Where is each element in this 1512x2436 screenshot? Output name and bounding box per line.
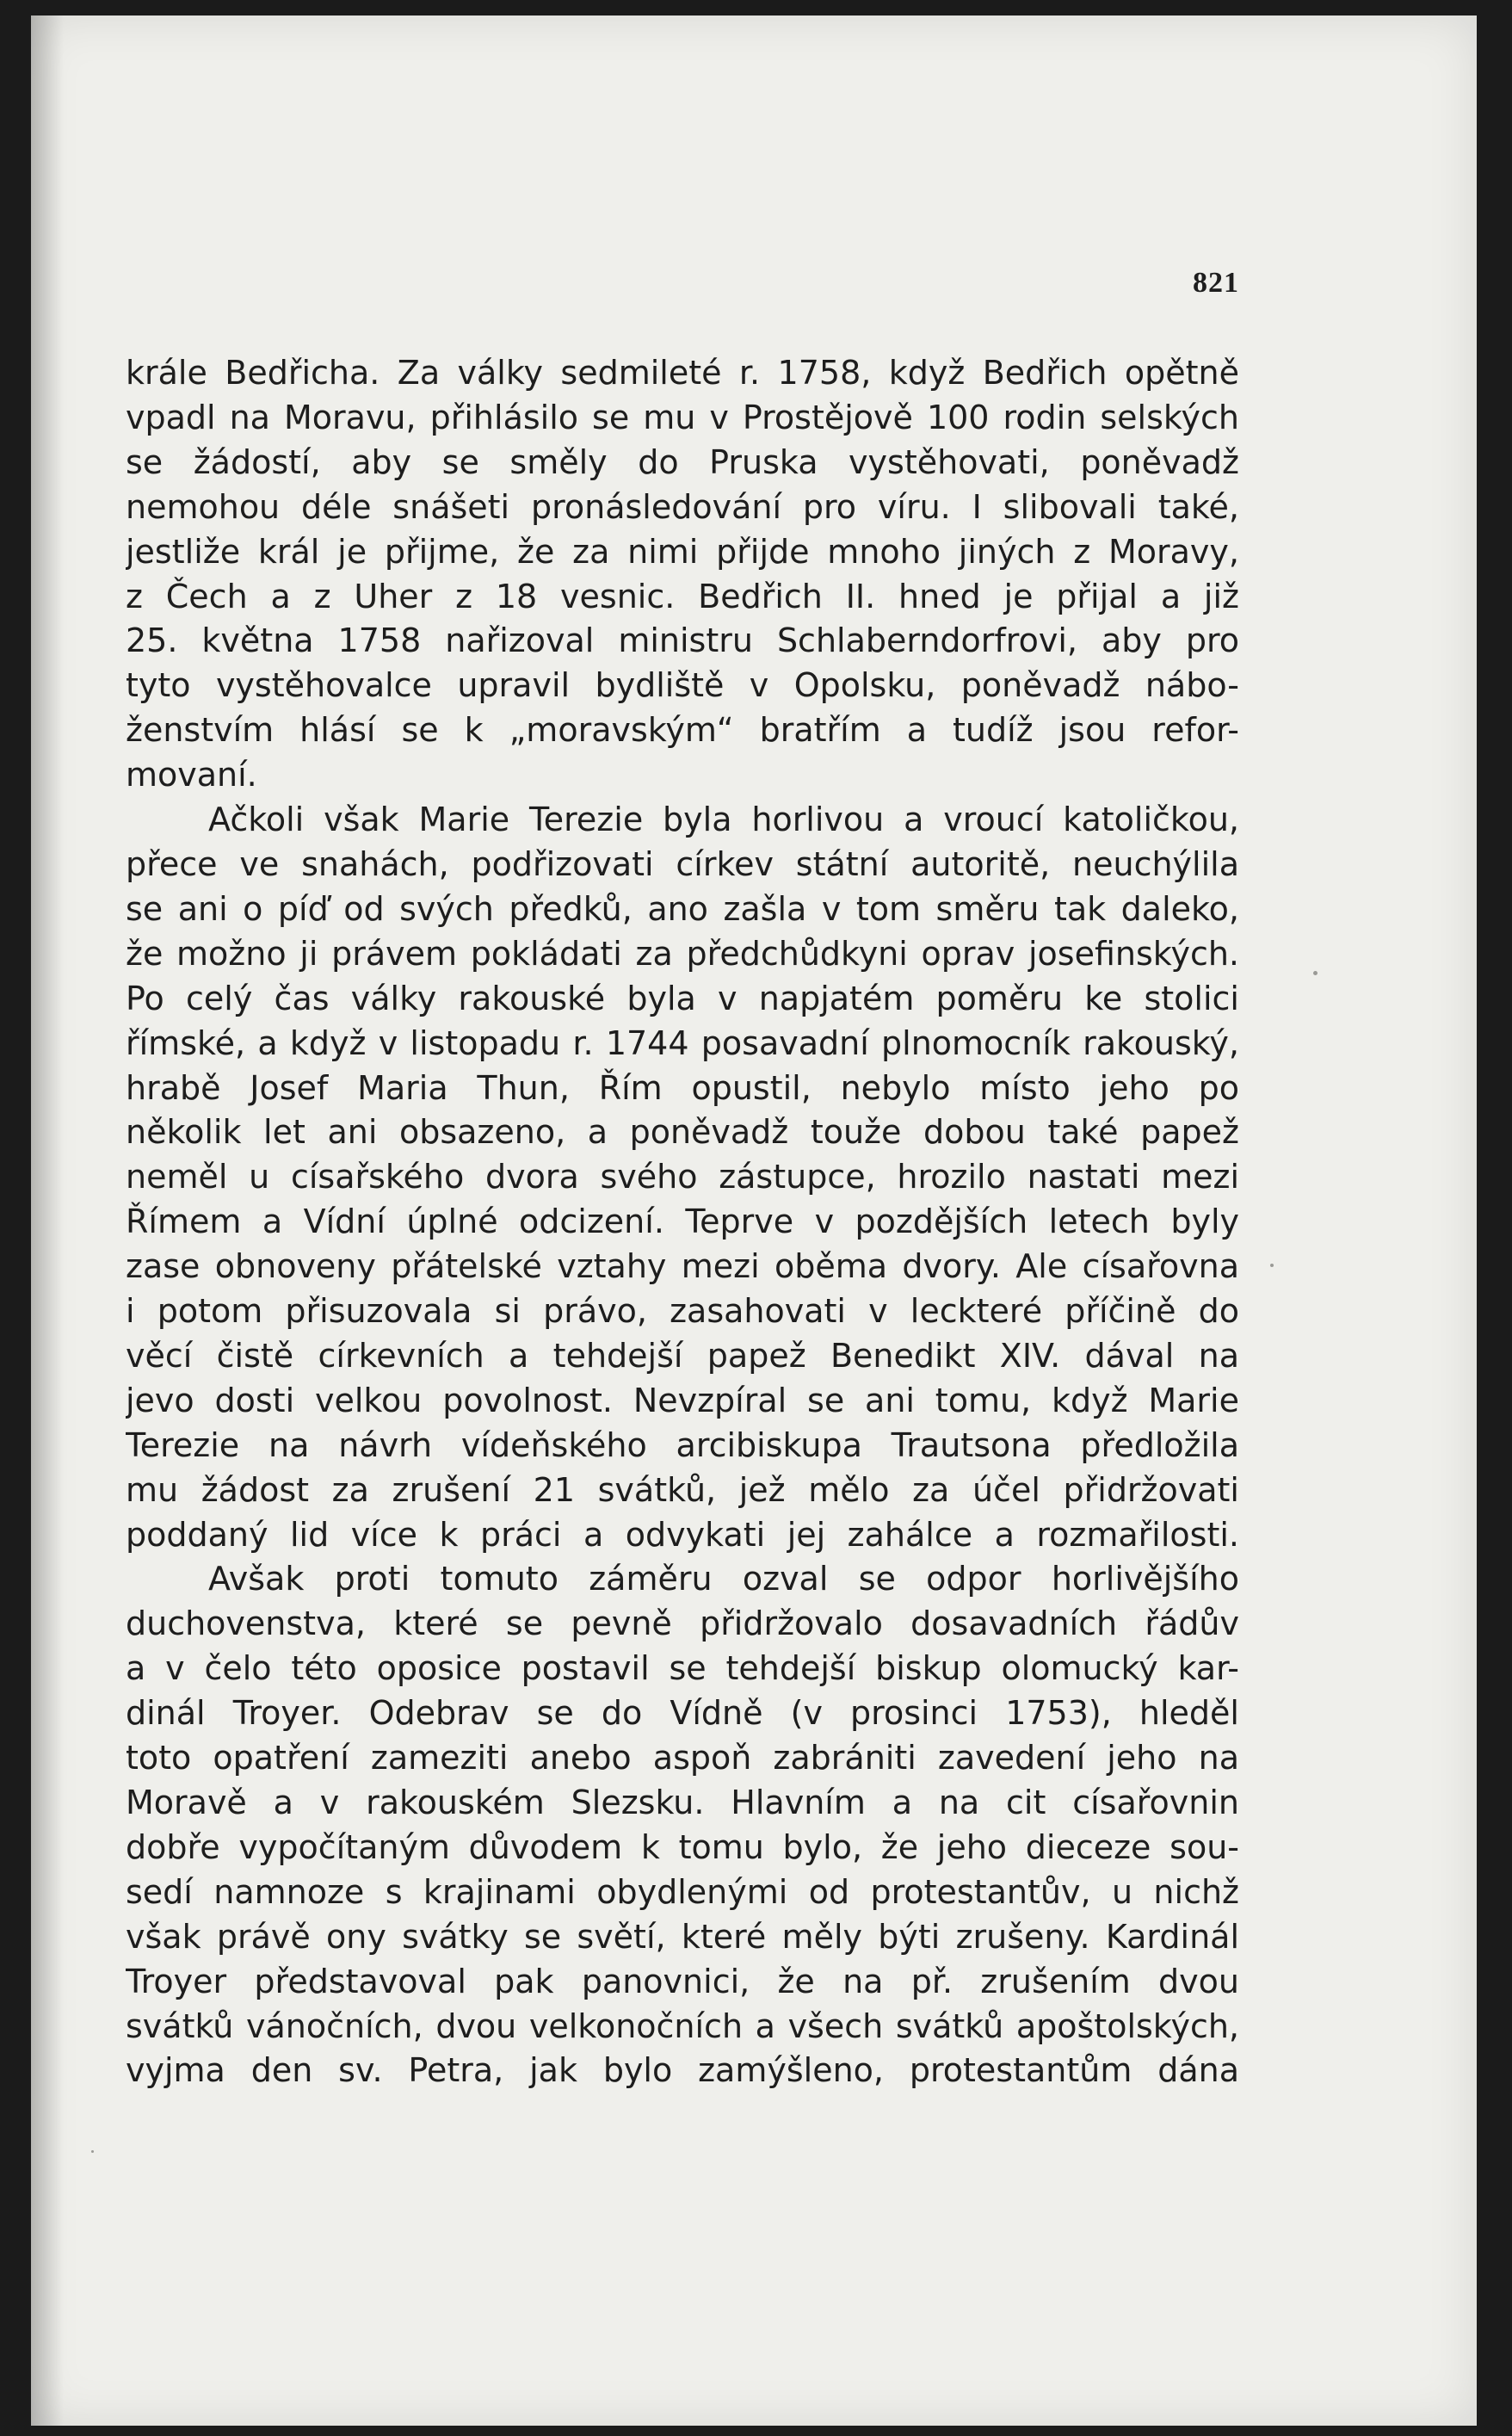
text-line: movaní. [126,756,257,794]
text-line: sedí namnoze s krajinami obydlenými od protestantův, u nichž [126,1872,1239,1911]
page-number: 821 [1193,267,1239,299]
text-line: Moravě a v rakouském Slezsku. Hlavním a na cit císařovnin [126,1784,1239,1821]
text-line: věcí čistě církevních a tehdejší papež Benedikt XIV. dával na [126,1336,1239,1375]
text-line: zase obnoveny přátelské vztahy mezi oběma dvory. Ale císařovna [126,1247,1239,1286]
text-line: Římem a Vídní úplné odcizení. Teprve v pozdějších letech byly [126,1203,1239,1241]
text-line: jestliže král je přijme, že za nimi přijde mnoho jiných z Moravy, [126,532,1239,571]
text-line: mu žádost za zrušení 21 svátků, jež mělo za účel přidržovati [126,1470,1239,1509]
text-line: dinál Troyer. Odebrav se do Vídně (v prosinci 1753), hleděl [126,1694,1239,1733]
scan-speck [1313,971,1318,975]
paragraph-1 [126,351,1239,798]
text-line: i potom přisuzovala si právo, zasahovati v leckteré příčině do [126,1292,1239,1331]
text-line: však právě ony svátky se světí, které měly býti zrušeny. Kardinál [126,1917,1239,1956]
paragraph-3 [126,1557,1239,2093]
text-line: se ani o píď od svých předků, ano zašla v tom směru tak daleko, [126,889,1239,928]
text-line: z Čech a z Uher z 18 vesnic. Bedřich II. hned je přijal a již [126,577,1239,615]
text-line: Terezie na návrh vídeňského arcibiskupa Trautsona předložila [126,1425,1239,1464]
body-text [126,351,1239,2093]
text-line: ženstvím hlásí se k „moravským“ bratřím a tudíž jsou refor- [126,711,1239,750]
text-line: několik let ani obsazeno, a poněvadž touže dobou také papež [126,1113,1239,1152]
text-line: dobře vypočítaným důvodem k tomu bylo, že jeho dieceze sou- [126,1827,1239,1866]
text-line: římské, a když v listopadu r. 1744 posavadní plnomocník rakouský, [126,1023,1239,1062]
text-line: neměl u císařského dvora svého zástupce, hrozilo nastati mezi [126,1158,1239,1196]
scan-speck [1270,1264,1274,1267]
text-line: Ačkoli však Marie Terezie byla horlivou a vroucí katoličkou, [208,801,1239,839]
text-line: vyjma den sv. Petra, jak bylo zamýšleno, protestantům dána [126,2051,1239,2090]
text-line: krále Bedřicha. Za války sedmileté r. 1758, když Bedřich opětně [126,354,1239,392]
text-line: Avšak proti tomuto záměru ozval se odpor horlivějšího [208,1560,1239,1598]
text-line: toto opatření zameziti anebo aspoň zabrániti zavedení jeho na [126,1739,1239,1778]
scan-speck [91,2150,94,2153]
text-line: vpadl na Moravu, přihlásilo se mu v Prostějově 100 rodin selských [126,398,1239,436]
text-line: přece ve snahách, podřizovati církev státní autoritě, neuchýlila [126,844,1239,883]
text-line: Po celý čas války rakouské byla v napjatém poměru ke stolici [126,979,1239,1017]
page-edge-shadow [31,15,64,2426]
text-line: tyto vystěhovalce upravil bydliště v Opolsku, poněvadž nábo- [126,666,1239,705]
paragraph-2 [126,798,1239,1557]
text-line: hrabě Josef Maria Thun, Řím opustil, nebylo místo jeho po [126,1068,1239,1107]
text-line: se žádostí, aby se směly do Pruska vystěhovati, poněvadž [126,442,1239,481]
text-line: duchovenstva, které se pevně přidržovalo dosavadních řádův [126,1604,1239,1643]
text-line: svátků vánočních, dvou velkonočních a všech svátků apoštolských, [126,2006,1239,2045]
book-page [31,15,1477,2426]
text-line: jevo dosti velkou povolnost. Nevzpíral se ani tomu, když Marie [126,1381,1239,1419]
text-line: Troyer představoval pak panovnici, že na př. zrušením dvou [126,1962,1239,2000]
text-line: a v čelo této oposice postavil se tehdejší biskup olomucký kar- [126,1649,1239,1688]
text-line: 25. května 1758 nařizoval ministru Schlaberndorfrovi, aby pro [126,621,1239,660]
text-line: poddaný lid více k práci a odvykati jej zahálce a rozmařilosti. [126,1515,1239,1554]
text-line: že možno ji právem pokládati za předchůdkyni oprav josefinských. [126,934,1239,973]
text-line: nemohou déle snášeti pronásledování pro víru. I slibovali také, [126,487,1239,526]
